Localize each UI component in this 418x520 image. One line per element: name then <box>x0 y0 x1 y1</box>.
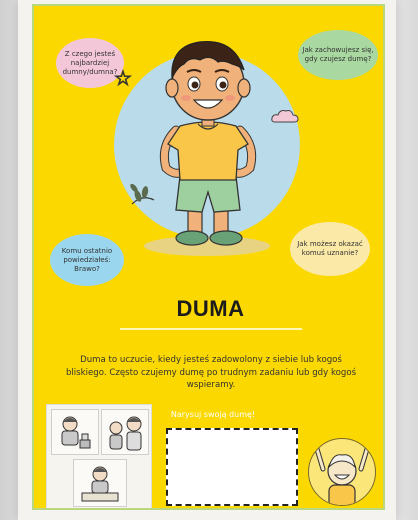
children-together-icon <box>102 410 148 454</box>
cheering-kid-badge <box>308 438 376 506</box>
scene-building <box>51 409 99 455</box>
question-text: Jak możesz okazać komuś uznanie? <box>297 240 363 257</box>
title-divider <box>120 328 302 330</box>
question-text: Jak zachowujesz się, gdy czujesz dumę? <box>302 46 374 63</box>
cheering-kid-icon <box>309 439 375 505</box>
page-title: DUMA <box>176 296 245 321</box>
cloud-icon <box>270 106 300 126</box>
scene-friends <box>101 409 149 455</box>
question-text: Komu ostatnio powiedziałeś: Brawo? <box>61 246 113 273</box>
scenes-panel <box>46 404 152 510</box>
poster-card <box>32 4 385 510</box>
question-bubble-behavior <box>298 30 378 80</box>
proud-boy-illustration <box>144 26 274 256</box>
star-icon: ☆ <box>114 66 132 90</box>
drawing-area[interactable] <box>166 428 298 506</box>
question-text: Z czego jesteś najbardziej dumny/dumna? <box>62 49 118 76</box>
child-building-icon <box>52 410 98 454</box>
question-bubble-recognition <box>290 222 370 276</box>
child-drawing-icon <box>74 460 126 506</box>
scene-drawing <box>73 459 127 507</box>
draw-prompt: Narysuj swoją dumę! <box>170 410 256 419</box>
question-bubble-bravo <box>50 234 124 286</box>
description-text: Duma to uczucie, kiedy jesteś zadowolony z siebie lub kogoś bliskiego. Często czujemy dumę po trudnym zadaniu lub gdy kogoś wspieramy. <box>65 355 357 390</box>
